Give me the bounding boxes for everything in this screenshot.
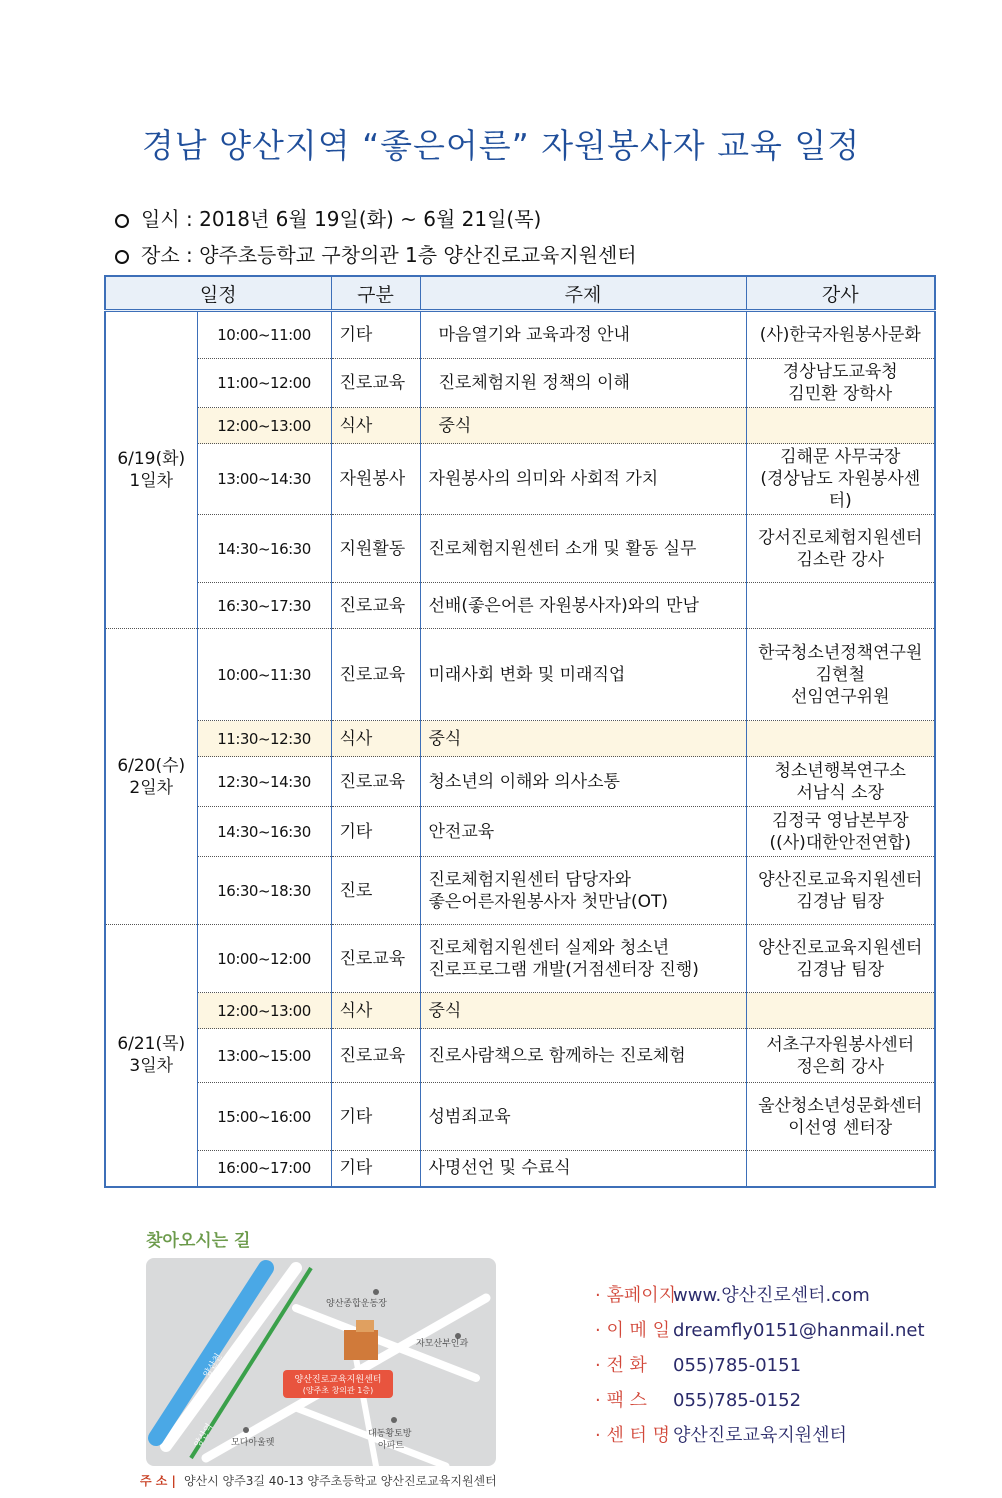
table-row xyxy=(105,857,935,925)
category-cell: 지원활동 xyxy=(331,515,420,583)
table-header-row xyxy=(105,276,935,311)
day-label: 6/20(수) 2일차 xyxy=(105,629,197,925)
topic-cell: 중식 xyxy=(420,721,746,757)
category-cell: 식사 xyxy=(331,993,420,1029)
table-row xyxy=(105,807,935,857)
header-category: 구분 xyxy=(331,276,420,311)
category-cell: 진로 xyxy=(331,857,420,925)
info-date: 일시 : 2018년 6월 19일(화) ~ 6월 21일(목) xyxy=(115,203,541,232)
topic-cell: 중식 xyxy=(420,408,746,444)
category-cell: 기타 xyxy=(331,1151,420,1187)
topic-cell: 진로사람책으로 함께하는 진로체험 xyxy=(420,1029,746,1083)
table-row xyxy=(105,993,935,1029)
circle-bullet-icon xyxy=(115,250,129,264)
time-cell: 10:00~11:30 xyxy=(197,629,331,721)
topic-cell: 청소년의 이해와 의사소통 xyxy=(420,757,746,807)
topic-cell: 선배(좋은어른 자원봉사자)와의 만남 xyxy=(420,583,746,629)
category-cell: 진로교육 xyxy=(331,583,420,629)
category-cell: 기타 xyxy=(331,311,420,359)
contact-phone: · 전 화 055)785-0151 xyxy=(595,1355,802,1376)
time-cell: 14:30~16:30 xyxy=(197,807,331,857)
category-cell: 자원봉사 xyxy=(331,444,420,515)
table-row xyxy=(105,629,935,721)
schedule-table xyxy=(104,275,936,1188)
address-text: 양산시 양주3길 40-13 양주초등학교 양산진로교육지원센터 xyxy=(183,1474,497,1488)
lecturer-cell xyxy=(746,583,935,629)
contact-email: · 이 메 일 dreamfly0151@hanmail.net xyxy=(595,1320,925,1341)
table-row xyxy=(105,515,935,583)
day-label: 6/19(화) 1일차 xyxy=(105,311,197,629)
contact-homepage: · 홈페이지www.양산진로센터.com xyxy=(595,1285,870,1306)
lecturer-cell: 양산진로교육지원센터 김경남 팀장 xyxy=(746,925,935,993)
time-cell: 11:00~12:00 xyxy=(197,359,331,408)
table-row xyxy=(105,408,935,444)
circle-bullet-icon xyxy=(115,214,129,228)
lecturer-cell xyxy=(746,1151,935,1187)
category-cell: 기타 xyxy=(331,807,420,857)
time-cell: 14:30~16:30 xyxy=(197,515,331,583)
table-row xyxy=(105,721,935,757)
time-cell: 13:00~15:00 xyxy=(197,1029,331,1083)
table-row xyxy=(105,1083,935,1151)
contact-fax: · 팩 스 055)785-0152 xyxy=(595,1390,802,1411)
center-sub-label: (양주초 창의관 1층) xyxy=(302,1386,374,1395)
topic-cell: 안전교육 xyxy=(420,807,746,857)
category-cell: 기타 xyxy=(331,1083,420,1151)
category-cell: 진로교육 xyxy=(331,629,420,721)
table-row xyxy=(105,311,935,359)
stadium-marker xyxy=(373,1289,379,1295)
lecturer-cell: 한국청소년정책연구원 김현철 선임연구위원 xyxy=(746,629,935,721)
time-cell: 10:00~12:00 xyxy=(197,925,331,993)
time-cell: 12:00~13:00 xyxy=(197,993,331,1029)
category-cell: 진로교육 xyxy=(331,1029,420,1083)
lecturer-cell xyxy=(746,993,935,1029)
topic-cell: 자원봉사의 의미와 사회적 가치 xyxy=(420,444,746,515)
topic-cell: 마음열기와 교육과정 안내 xyxy=(420,311,746,359)
contact-list xyxy=(595,1278,925,1453)
table-row xyxy=(105,583,935,629)
time-cell: 12:00~13:00 xyxy=(197,408,331,444)
time-cell: 12:30~14:30 xyxy=(197,757,331,807)
topic-cell: 진로체험지원센터 담당자와 좋은어른자원봉사자 첫만남(OT) xyxy=(420,857,746,925)
stadium-label: 양산종합운동장 xyxy=(326,1299,387,1309)
clinic-label: 자모산부인과 xyxy=(416,1339,469,1349)
table-row xyxy=(105,925,935,993)
center-name-value: 양산진로교육지원센터 xyxy=(673,1425,847,1446)
header-topic: 주제 xyxy=(420,276,746,311)
email-link[interactable]: dreamfly0151@hanmail.net xyxy=(673,1320,925,1341)
contact-center: · 센 터 명 양산진로교육지원센터 xyxy=(595,1425,847,1446)
topic-cell: 진로체험지원센터 소개 및 활동 실무 xyxy=(420,515,746,583)
station-label: 양산역 xyxy=(193,1422,216,1450)
river-label: 양산천 xyxy=(202,1352,225,1380)
apt-label-2: 아파트 xyxy=(378,1441,405,1451)
lecturer-cell: 양산진로교육지원센터 김경남 팀장 xyxy=(746,857,935,925)
lecturer-cell xyxy=(746,721,935,757)
topic-cell: 진로체험지원 정책의 이해 xyxy=(420,359,746,408)
time-cell: 13:00~14:30 xyxy=(197,444,331,515)
info-place: 장소 : 양주초등학교 구창의관 1층 양산진로교육지원센터 xyxy=(115,239,637,268)
directions-map xyxy=(146,1258,496,1466)
outlet-label: 모다아울렛 xyxy=(231,1438,275,1448)
time-cell: 11:30~12:30 xyxy=(197,721,331,757)
topic-cell: 중식 xyxy=(420,993,746,1029)
apt-marker xyxy=(391,1417,397,1423)
time-cell: 15:00~16:00 xyxy=(197,1083,331,1151)
category-cell: 식사 xyxy=(331,721,420,757)
lecturer-cell: 강서진로체험지원센터 김소란 강사 xyxy=(746,515,935,583)
table-row xyxy=(105,1029,935,1083)
apt-label: 대동황토방 xyxy=(368,1429,412,1439)
map-title: 찾아오시는 길 xyxy=(146,1231,251,1251)
time-cell: 10:00~11:00 xyxy=(197,311,331,359)
address-line xyxy=(140,1472,497,1489)
table-row xyxy=(105,757,935,807)
category-cell: 진로교육 xyxy=(331,359,420,408)
phone-value: 055)785-0151 xyxy=(673,1355,802,1376)
lecturer-cell: (사)한국자원봉사문화 xyxy=(746,311,935,359)
day-label: 6/21(목) 3일차 xyxy=(105,925,197,1187)
lecturer-cell: 김해문 사무국장 (경상남도 자원봉사센터) xyxy=(746,444,935,515)
time-cell: 16:30~18:30 xyxy=(197,857,331,925)
homepage-link[interactable]: www.양산진로센터.com xyxy=(673,1285,870,1306)
header-lecturer: 강사 xyxy=(746,276,935,311)
center-label: 양산진로교육지원센터 xyxy=(294,1375,382,1385)
table-row xyxy=(105,359,935,408)
category-cell: 식사 xyxy=(331,408,420,444)
table-row xyxy=(105,1151,935,1187)
header-schedule: 일정 xyxy=(105,276,331,311)
lecturer-cell: 청소년행복연구소 서남식 소장 xyxy=(746,757,935,807)
table-row xyxy=(105,444,935,515)
outlet-marker xyxy=(243,1427,249,1433)
fax-value: 055)785-0152 xyxy=(673,1390,802,1411)
time-cell: 16:00~17:00 xyxy=(197,1151,331,1187)
lecturer-cell: 경상남도교육청 김민환 장학사 xyxy=(746,359,935,408)
category-cell: 진로교육 xyxy=(331,757,420,807)
page-title: 경남 양산지역 “좋은어른” 자원봉사자 교육 일정 xyxy=(141,126,861,165)
topic-cell: 미래사회 변화 및 미래직업 xyxy=(420,629,746,721)
lecturer-cell xyxy=(746,408,935,444)
category-cell: 진로교육 xyxy=(331,925,420,993)
time-cell: 16:30~17:30 xyxy=(197,583,331,629)
topic-cell: 진로체험지원센터 실제와 청소년 진로프로그램 개발(거점센터장 진행) xyxy=(420,925,746,993)
lecturer-cell: 김정국 영남본부장 ((사)대한안전연합) xyxy=(746,807,935,857)
address-key: 주 소 | xyxy=(140,1474,176,1488)
lecturer-cell: 서초구자원봉사센터 정은희 강사 xyxy=(746,1029,935,1083)
topic-cell: 사명선언 및 수료식 xyxy=(420,1151,746,1187)
lecturer-cell: 울산청소년성문화센터 이선영 센터장 xyxy=(746,1083,935,1151)
topic-cell: 성범죄교육 xyxy=(420,1083,746,1151)
